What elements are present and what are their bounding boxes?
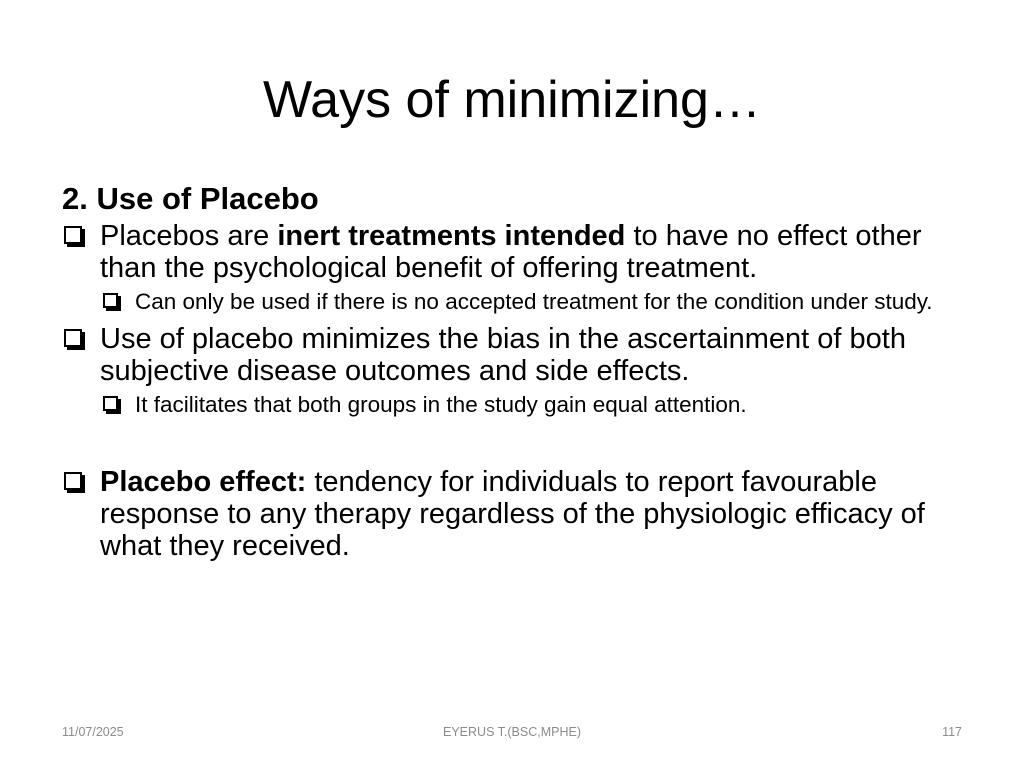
footer-author: EYERUS T.(BSC,MPHE) — [443, 725, 581, 739]
checkbox-square-icon — [103, 396, 118, 411]
sub-bullet-text: It facilitates that both groups in the study gain equal attention. — [135, 392, 747, 417]
bullet-text-bold: Placebo effect: — [100, 466, 307, 498]
sub-bullet-item — [62, 391, 982, 418]
bullet-text: Use of placebo minimizes the bias in the ascertainment of both subjective disease outcomes and side effects. — [100, 323, 906, 387]
checkbox-square-icon — [64, 329, 82, 347]
footer-page-number: 117 — [942, 725, 962, 739]
section-heading: 2. Use of Placebo — [62, 181, 319, 216]
bullet-item — [62, 466, 982, 562]
bullet-item — [62, 323, 982, 387]
checkbox-square-icon — [103, 293, 118, 308]
slide-title: Ways of minimizing… — [263, 71, 761, 129]
slide-content — [62, 180, 982, 566]
checkbox-square-icon — [64, 472, 82, 490]
footer-date: 11/07/2025 — [62, 725, 124, 739]
bullet-text-pre: Placebos are — [100, 220, 278, 252]
checkbox-square-icon — [64, 226, 82, 244]
bullet-text-bold: inert treatments intended — [277, 220, 626, 252]
sub-bullet-text: Can only be used if there is no accepted treatment for the condition under study. — [135, 289, 933, 314]
bullet-text-post: to have no effect other than the psychological benefit of offering treatment. — [100, 220, 922, 284]
bullet-item — [62, 220, 982, 284]
sub-bullet-item — [62, 288, 982, 315]
bullet-text-post: tendency for individuals to report favourable response to any therapy regardless of the physiologic efficacy of what they received. — [100, 466, 925, 562]
